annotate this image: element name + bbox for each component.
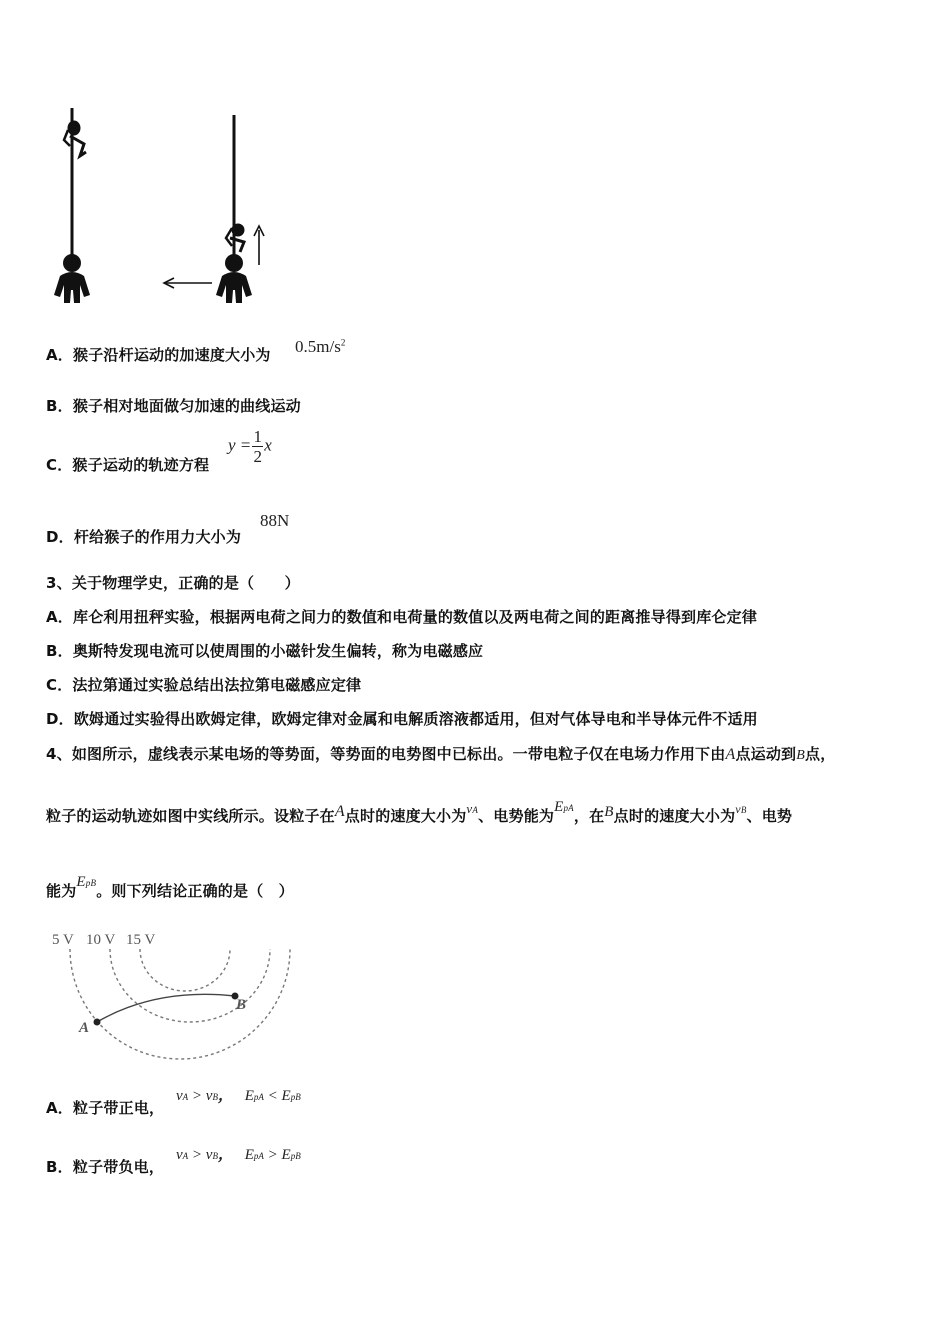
label-10v: 10 V bbox=[86, 932, 116, 948]
left-monkey bbox=[64, 121, 86, 156]
q4-stem-line1: 4、如图所示，虚线表示某电场的等势面，等势面的电势图中已标出。一带电粒子仅在电场力作用下由A点运动到B点， bbox=[46, 745, 836, 763]
q3-option-c: C．法拉第通过实验总结出法拉第电磁感应定律 bbox=[46, 676, 362, 694]
label-5v: 5 V bbox=[52, 932, 74, 948]
label-15v: 15 V bbox=[126, 932, 156, 948]
left-person bbox=[54, 254, 90, 303]
q4-option-a-math: vA > vB， EpA < EpB bbox=[176, 1088, 301, 1104]
q4-option-b-math: vA > vB， EpA > EpB bbox=[176, 1147, 301, 1163]
q2-option-a-math: $0.5m/s^2$ bbox=[295, 337, 346, 356]
q4-stem-line3: 能为EpB。则下列结论正确的是（ ） bbox=[46, 874, 294, 900]
point-a-dot bbox=[94, 1019, 101, 1026]
q3-option-b: B．奥斯特发现电流可以使周围的小磁针发生偏转，称为电磁感应 bbox=[46, 642, 484, 660]
equipotential-15v bbox=[140, 949, 230, 991]
equipotential-5v bbox=[70, 949, 290, 1059]
q2-option-d: D．杆给猴子的作用力大小为 bbox=[46, 528, 242, 546]
q3-option-d: D．欧姆通过实验得出欧姆定律，欧姆定律对金属和电解质溶液都适用，但对气体导电和半导体元件不适用 bbox=[46, 710, 758, 728]
q4-stem-line2: 粒子的运动轨迹如图中实线所示。设粒子在A点时的速度大小为vA、电势能为EpA，在B点时的速度大小为$^{vB}$、电势 bbox=[46, 799, 793, 825]
monkey-pole-figure bbox=[40, 100, 300, 315]
point-a-label: A bbox=[79, 1020, 90, 1036]
q3-stem: 3、关于物理学史，正确的是（ ） bbox=[46, 574, 300, 592]
q4-option-b: B．粒子带负电， bbox=[46, 1158, 165, 1176]
right-person bbox=[216, 254, 252, 303]
q2-option-c: C．猴子运动的轨迹方程 bbox=[46, 456, 210, 474]
q2-option-c-equation: y = $\frac{1}{2}$ x bbox=[228, 427, 272, 466]
q2-option-a: A．猴子沿杆运动的加速度大小为 bbox=[46, 346, 271, 364]
q3-option-a: A．库仑利用扭秤实验，根据两电荷之间力的数值和电荷量的数值以及两电荷之间的距离推导得到库仑定律 bbox=[46, 608, 758, 626]
q2-option-d-math: 88N bbox=[260, 511, 290, 530]
q2-option-b: B．猴子相对地面做匀加速的曲线运动 bbox=[46, 397, 301, 415]
equipotential-figure bbox=[40, 925, 310, 1065]
point-b-label: B bbox=[236, 997, 247, 1013]
q4-option-a: A．粒子带正电， bbox=[46, 1099, 165, 1117]
